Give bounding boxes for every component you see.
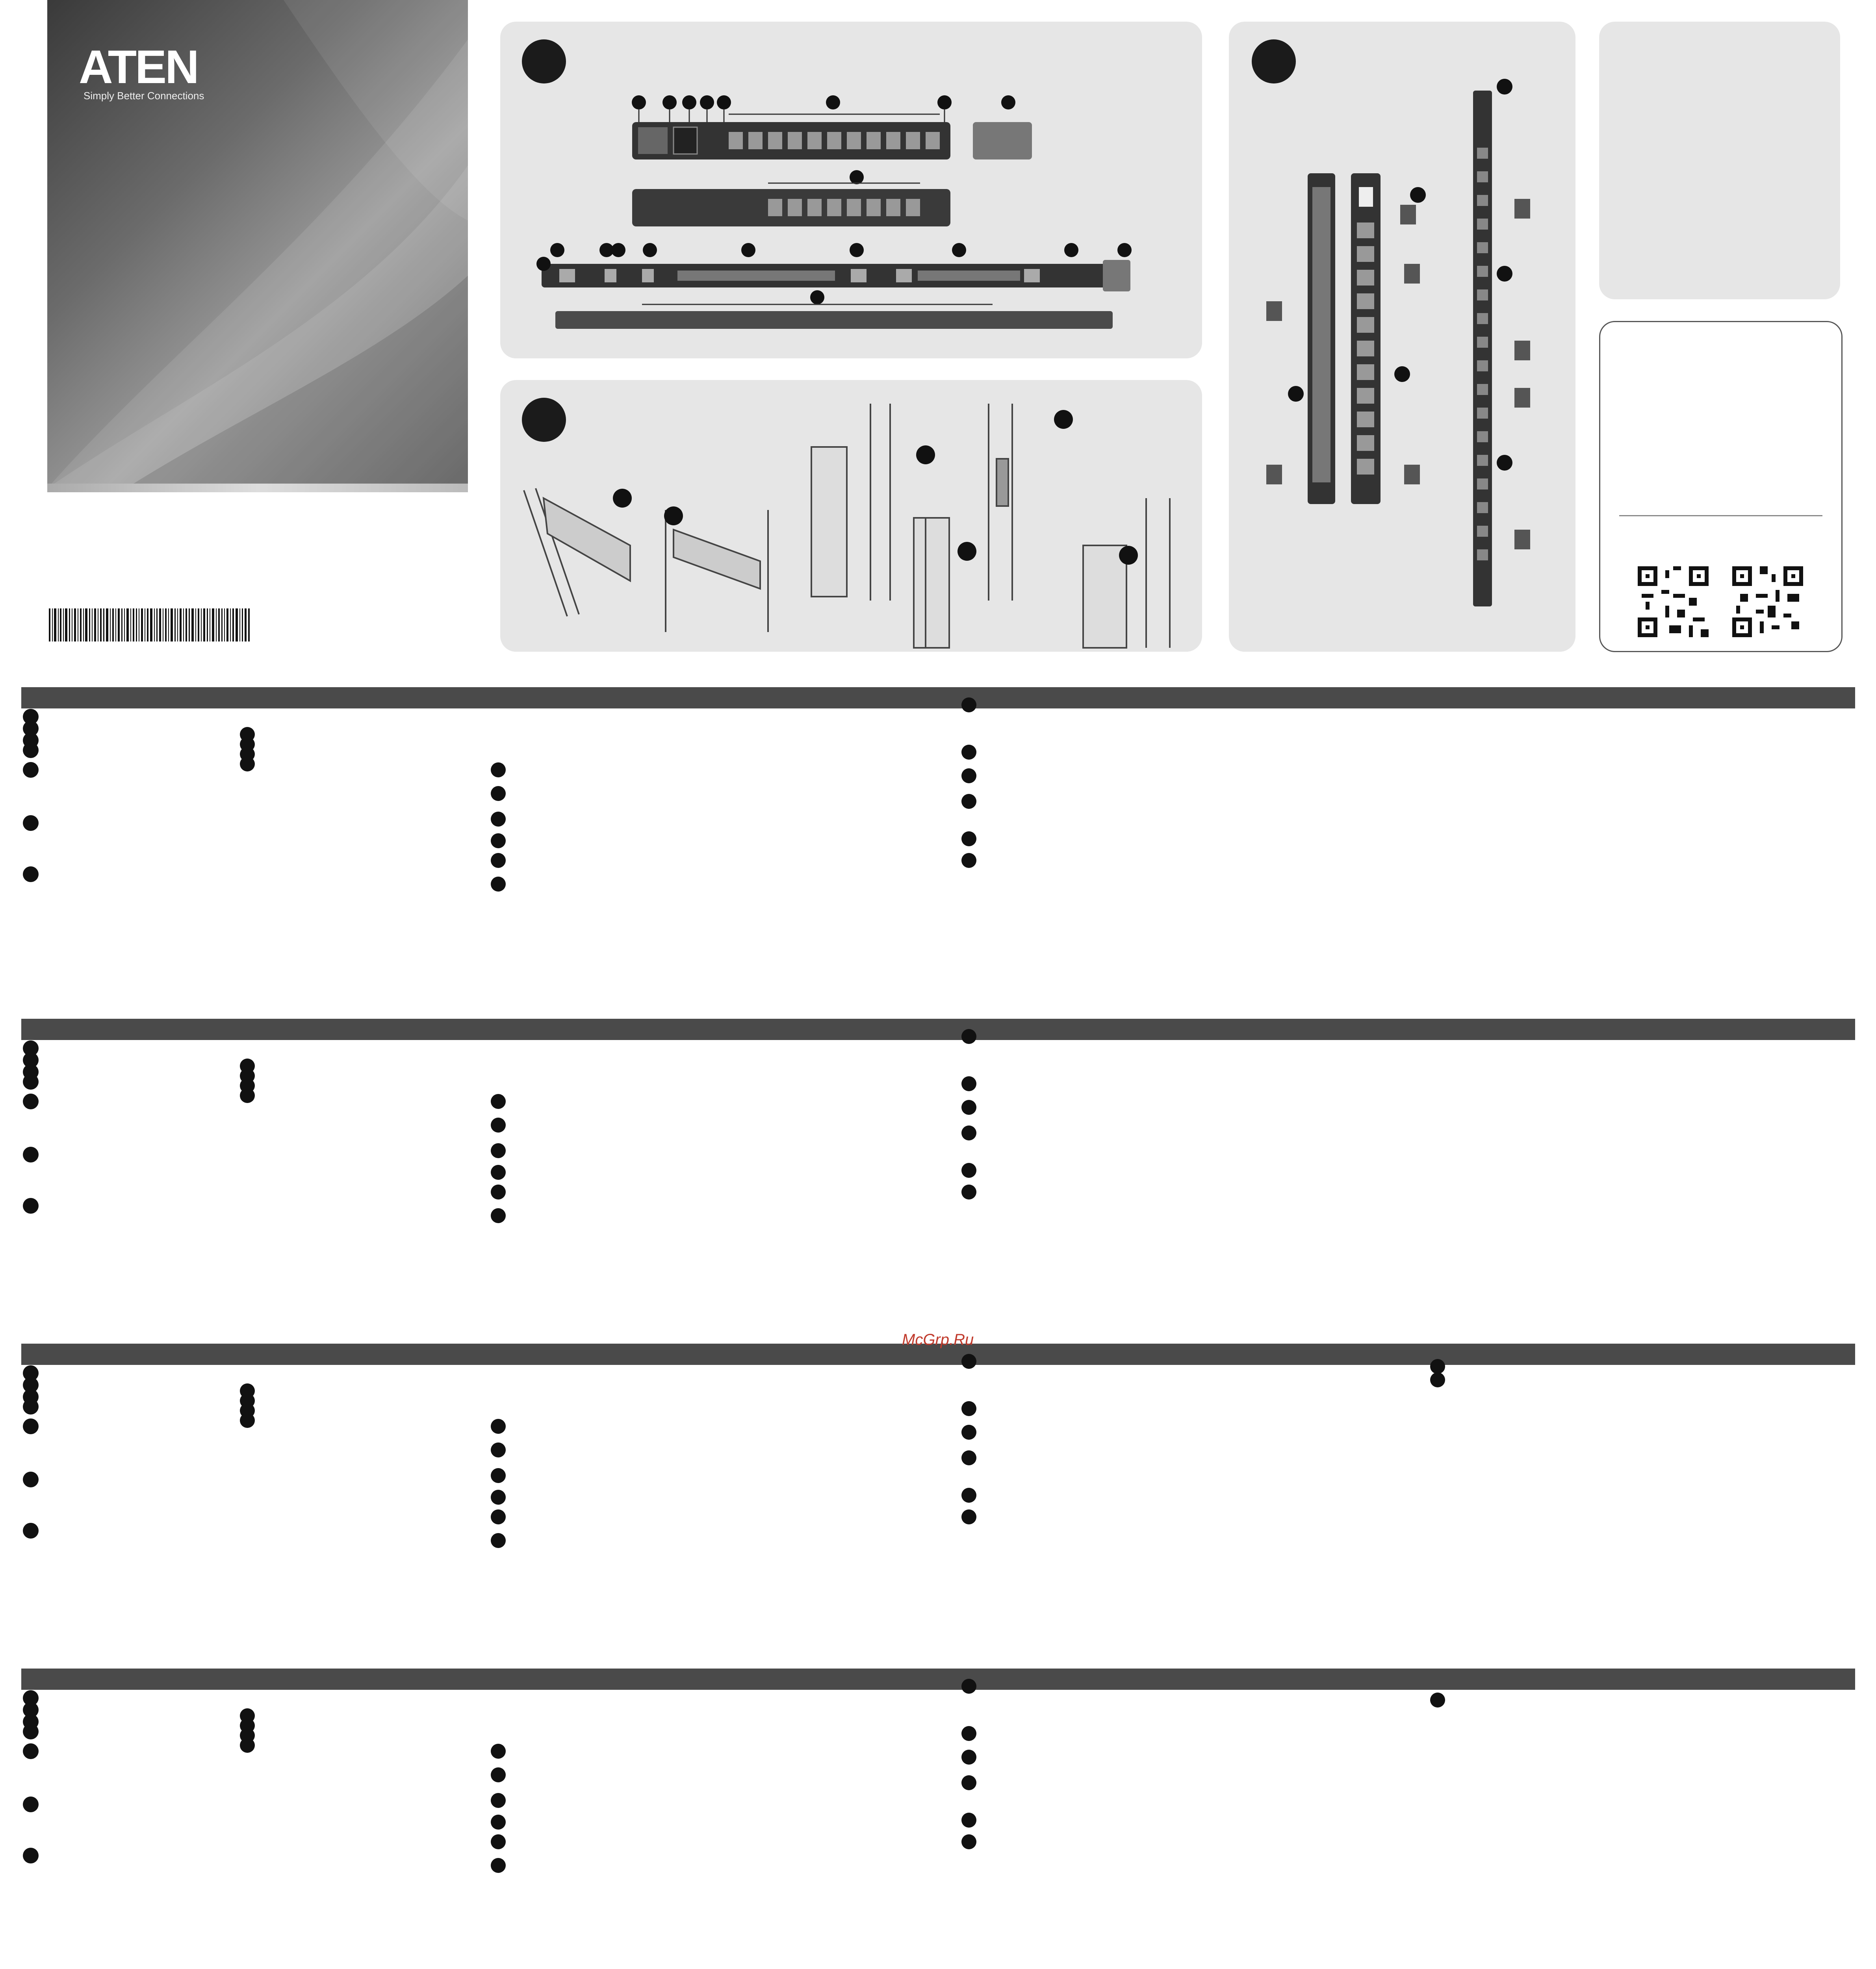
- support-info-card: [1599, 321, 1843, 652]
- step-number-icon: [961, 697, 976, 712]
- step-number-icon: [491, 853, 506, 868]
- section-bar: [21, 1669, 1855, 1690]
- step-number-icon: [491, 1533, 506, 1548]
- step-number-icon: [23, 742, 39, 758]
- step-number-icon: [240, 1088, 255, 1103]
- step-number-icon: [961, 1813, 976, 1828]
- step-number-icon: [961, 1509, 976, 1524]
- step-number-icon: [961, 1125, 976, 1140]
- step-number-icon: [240, 1738, 255, 1753]
- section-bar: [21, 687, 1855, 708]
- qr-code-icon[interactable]: [1638, 566, 1709, 637]
- section-bar: [21, 1019, 1855, 1040]
- step-number-icon: [491, 1858, 506, 1873]
- step-number-icon: [961, 1076, 976, 1091]
- step-number-icon: [23, 1523, 39, 1539]
- step-number-icon: [240, 756, 255, 771]
- cover-band: [47, 484, 468, 492]
- step-number-icon: [961, 831, 976, 846]
- step-number-icon: [961, 1185, 976, 1200]
- step-number-icon: [23, 815, 39, 831]
- step-number-icon: [491, 1744, 506, 1759]
- panel-b-rack-mounting: [500, 380, 1202, 652]
- step-number-icon: [23, 1074, 39, 1090]
- step-number-icon: [23, 1094, 39, 1109]
- step-number-icon: [961, 853, 976, 868]
- step-number-icon: [1430, 1693, 1445, 1708]
- step-number-icon: [961, 1726, 976, 1741]
- step-number-icon: [961, 1401, 976, 1416]
- step-number-icon: [961, 794, 976, 809]
- step-number-icon: [23, 1418, 39, 1434]
- step-number-icon: [23, 1797, 39, 1812]
- divider: [1619, 515, 1822, 516]
- step-number-icon: [961, 1354, 976, 1369]
- step-number-icon: [491, 1094, 506, 1109]
- step-number-icon: [491, 833, 506, 848]
- step-number-icon: [961, 1750, 976, 1765]
- qr-code-icon[interactable]: [1732, 566, 1803, 637]
- step-number-icon: [491, 1834, 506, 1849]
- step-number-icon: [961, 1425, 976, 1440]
- step-number-icon: [491, 877, 506, 892]
- step-number-icon: [961, 745, 976, 760]
- step-number-icon: [1430, 1359, 1445, 1374]
- step-number-icon: [240, 1413, 255, 1428]
- panel-c-vertical-pdu: [1229, 22, 1575, 652]
- step-number-icon: [23, 1848, 39, 1863]
- step-number-icon: [491, 812, 506, 827]
- step-number-icon: [961, 1100, 976, 1115]
- step-number-icon: [491, 1767, 506, 1782]
- step-number-icon: [491, 1490, 506, 1505]
- step-number-icon: [491, 786, 506, 801]
- step-number-icon: [961, 1488, 976, 1503]
- step-number-icon: [491, 1208, 506, 1223]
- watermark-text: McGrp.Ru: [902, 1331, 974, 1348]
- pdu-horizontal-icon: [500, 22, 1202, 358]
- step-number-icon: [961, 1163, 976, 1178]
- step-number-icon: [23, 1147, 39, 1162]
- step-number-icon: [491, 762, 506, 777]
- step-number-icon: [491, 1118, 506, 1133]
- step-number-icon: [1430, 1372, 1445, 1387]
- pdu-vertical-icon: [1229, 22, 1575, 652]
- step-number-icon: [961, 1775, 976, 1790]
- step-number-icon: [491, 1442, 506, 1457]
- cover-panel: [47, 0, 468, 488]
- brand-logo: ATEN: [79, 41, 198, 93]
- step-number-icon: [23, 1743, 39, 1759]
- step-number-icon: [961, 1450, 976, 1465]
- step-number-icon: [961, 1029, 976, 1044]
- step-number-icon: [23, 1472, 39, 1487]
- panel-d-info: [1599, 22, 1840, 299]
- step-number-icon: [23, 866, 39, 882]
- panel-a-hardware-review: [500, 22, 1202, 358]
- barcode-icon: [49, 608, 251, 642]
- step-number-icon: [491, 1419, 506, 1434]
- rack-mount-icon: [500, 380, 1202, 652]
- step-number-icon: [491, 1509, 506, 1524]
- step-number-icon: [491, 1185, 506, 1200]
- step-number-icon: [491, 1815, 506, 1830]
- step-number-icon: [23, 1198, 39, 1214]
- step-number-icon: [23, 1724, 39, 1739]
- step-number-icon: [491, 1468, 506, 1483]
- step-number-icon: [961, 1679, 976, 1694]
- step-number-icon: [23, 762, 39, 778]
- step-number-icon: [491, 1143, 506, 1158]
- step-number-icon: [23, 1399, 39, 1415]
- step-number-icon: [961, 1834, 976, 1849]
- step-number-icon: [491, 1165, 506, 1180]
- step-number-icon: [491, 1793, 506, 1808]
- brand-tagline: Simply Better Connections: [84, 90, 204, 102]
- step-number-icon: [961, 768, 976, 783]
